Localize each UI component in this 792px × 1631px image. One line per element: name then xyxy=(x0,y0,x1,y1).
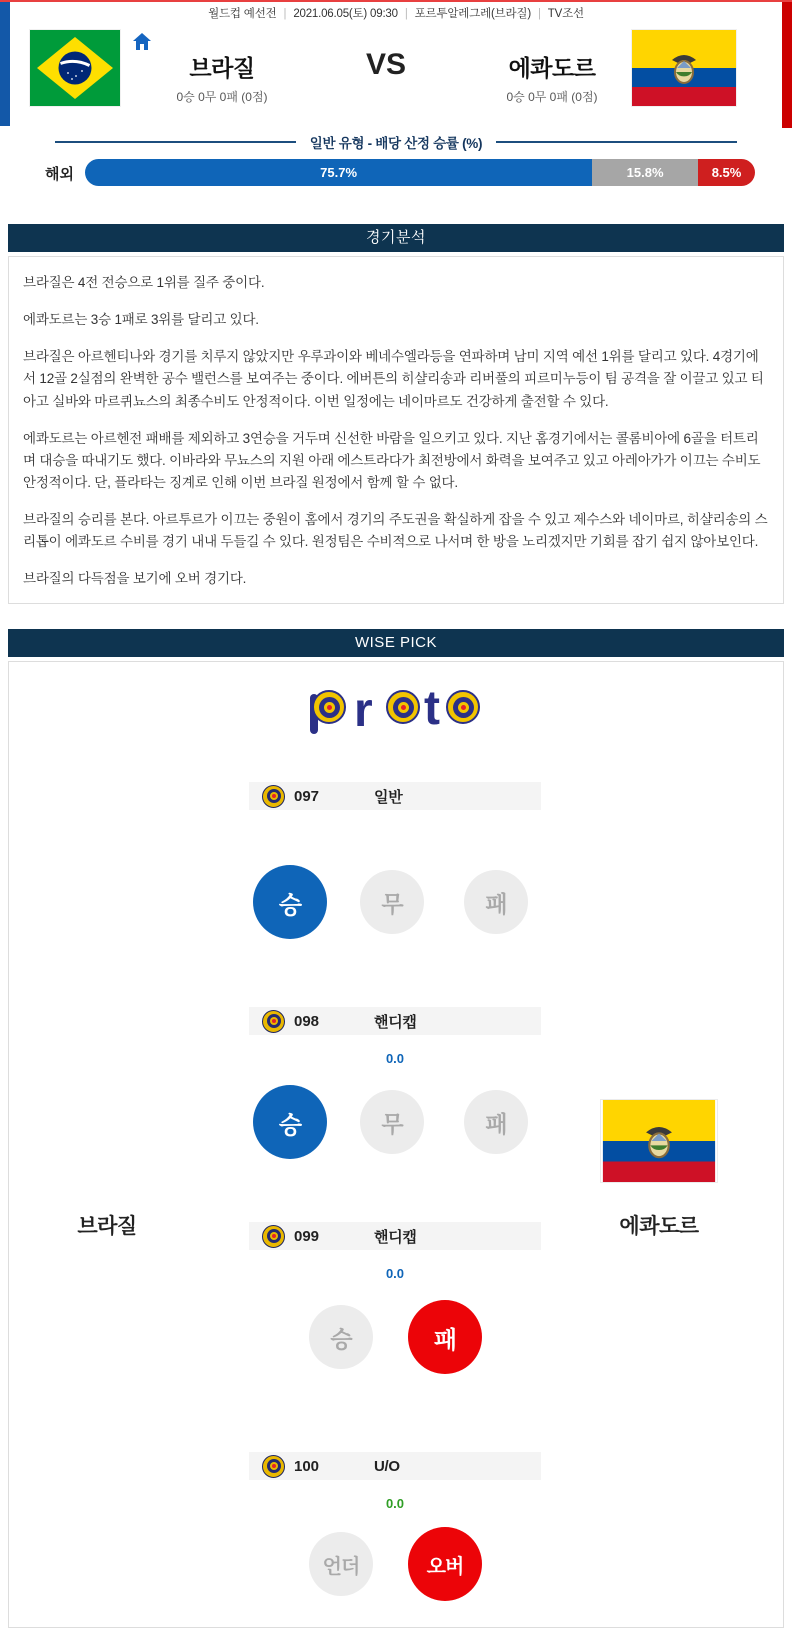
proto-target-icon xyxy=(446,690,480,724)
odds-segment-draw: 15.8% xyxy=(592,159,698,186)
odds-divider-title: 일반 유형 - 배당 산정 승률 (%) xyxy=(309,136,483,151)
analysis-paragraph: 브라질의 승리를 본다. 아르투르가 이끄는 중원이 홈에서 경기의 주도권을 확실하게 잡을 수 있고 제수스와 네이마르, 히샬리송의 스리톱이 에콰도르 수비를 경기 내내 두들길 수 있다. 원정팀은 수비적으로 나서며 한 방을 노리겠지만 기회를 잡기 쉽지 않아보인다. xyxy=(23,512,768,550)
analysis-section-title: 경기분석 xyxy=(8,224,784,252)
home-team-side-label: 브라질 xyxy=(77,1215,137,1238)
meta-separator: | xyxy=(404,8,408,20)
proto-letter-t: t xyxy=(424,682,440,735)
pick-number: 098 xyxy=(294,1012,320,1030)
target-icon xyxy=(262,1225,285,1248)
odds-row-label: 해외 xyxy=(45,166,74,183)
pick-option-win[interactable]: 승 xyxy=(253,865,327,939)
home-team-name: 브라질 xyxy=(189,55,255,81)
proto-target-icon xyxy=(312,690,346,724)
pick-type-label: 일반 xyxy=(374,788,403,806)
vs-label: VS xyxy=(365,48,407,81)
pick-type-label: 핸디캡 xyxy=(374,1228,417,1246)
analysis-text-box xyxy=(8,256,784,604)
pick-number: 099 xyxy=(294,1227,320,1245)
uo-line-value: 0.0 xyxy=(385,1496,405,1511)
pick-row-header xyxy=(249,1007,541,1035)
pick-option-under[interactable]: 언더 xyxy=(309,1532,373,1596)
meta-separator: | xyxy=(537,8,541,20)
ecuador-flag-large xyxy=(601,1100,717,1182)
proto-logo xyxy=(9,678,783,738)
handicap-line-value: 0.0 xyxy=(385,1051,405,1066)
pick-option-draw[interactable]: 무 xyxy=(360,1090,424,1154)
odds-segment-lose: 8.5% xyxy=(698,159,755,186)
pick-row-header xyxy=(249,1222,541,1250)
handicap-line-value: 0.0 xyxy=(385,1266,405,1281)
match-venue: 포르투알레그레(브라질) xyxy=(414,8,531,20)
pick-option-over[interactable]: 오버 xyxy=(408,1527,482,1601)
away-team-name: 에콰도르 xyxy=(508,55,596,81)
match-datetime: 2021.06.05(토) 09:30 xyxy=(293,8,398,20)
pick-option-draw[interactable]: 무 xyxy=(360,870,424,934)
ecuador-flag xyxy=(632,30,736,106)
odds-stacked-bar xyxy=(85,159,755,186)
away-team-record: 0승 0무 0패 (0점) xyxy=(506,90,598,104)
pick-row-header xyxy=(249,1452,541,1480)
pick-number: 100 xyxy=(294,1457,320,1475)
wisepick-box xyxy=(8,661,784,1628)
target-icon xyxy=(262,1455,285,1478)
league-name: 월드컵 예선전 xyxy=(208,8,277,20)
pick-option-lose[interactable]: 패 xyxy=(464,1090,528,1154)
pick-number: 097 xyxy=(294,787,320,805)
analysis-paragraph: 브라질은 아르헨티나와 경기를 치루지 않았지만 우루과이와 베네수엘라등을 연파하며 남미 지역 예선 1위를 달리고 있다. 4경기에서 12골 2실점의 완벽한 공수 밸런스를 보여주는 중이다. 에버튼의 히샬리송과 리버풀의 피르미누등이 팀 공격을 잘 이끌고 있고 티아고 실바와 마르퀴뇨스의 최종수비도 안정적이다. 이번 일정에는 네이마르도 건강하게 출전할 수 있다. xyxy=(23,349,764,409)
analysis-paragraph: 에콰도르는 아르헨전 패배를 제외하고 3연승을 거두며 신선한 바람을 일으키고 있다. 지난 홈경기에서는 콜롬비아에 6골을 터트리며 대승을 따내기도 했다. 이바라와 무뇨스의 지원 아래 에스트라다가 최전방에서 화력을 보여주고 있고 아레아가가 이끄는 수비도 안정적이다. 단, 플라타는 징계로 인해 이번 브라질 원정에서 함께 할 수 없다. xyxy=(23,430,761,490)
wisepick-section-title: WISE PICK xyxy=(8,629,784,657)
analysis-paragraph: 브라질의 다득점을 보기에 오버 경기다. xyxy=(23,571,247,587)
match-meta xyxy=(0,5,792,21)
pick-option-win[interactable]: 승 xyxy=(253,1085,327,1159)
divider-line xyxy=(55,141,296,143)
home-team-record: 0승 0무 0패 (0점) xyxy=(176,90,268,104)
analysis-paragraph: 에콰도르는 3승 1패로 3위를 달리고 있다. xyxy=(23,312,259,328)
analysis-paragraph: 브라질은 4전 전승으로 1위를 질주 중이다. xyxy=(23,275,265,290)
pick-option-lose[interactable]: 패 xyxy=(408,1300,482,1374)
meta-separator: | xyxy=(283,8,287,20)
odds-divider xyxy=(55,132,737,152)
home-team-icon xyxy=(132,32,152,52)
proto-logo-inner xyxy=(310,678,482,738)
proto-letter-r: r xyxy=(354,684,373,737)
broadcaster: TV조선 xyxy=(547,8,584,20)
target-icon xyxy=(262,785,285,808)
divider-line xyxy=(496,141,737,143)
pick-type-label: 핸디캡 xyxy=(374,1013,417,1031)
pick-type-label: U/O xyxy=(374,1457,400,1475)
odds-segment-win: 75.7% xyxy=(85,159,592,186)
brazil-flag xyxy=(30,30,120,106)
pick-row-header xyxy=(249,782,541,810)
away-team-side-label: 에콰도르 xyxy=(619,1215,699,1238)
pick-option-lose[interactable]: 패 xyxy=(464,870,528,934)
proto-target-icon xyxy=(386,690,420,724)
target-icon xyxy=(262,1010,285,1033)
pick-option-win[interactable]: 승 xyxy=(309,1305,373,1369)
